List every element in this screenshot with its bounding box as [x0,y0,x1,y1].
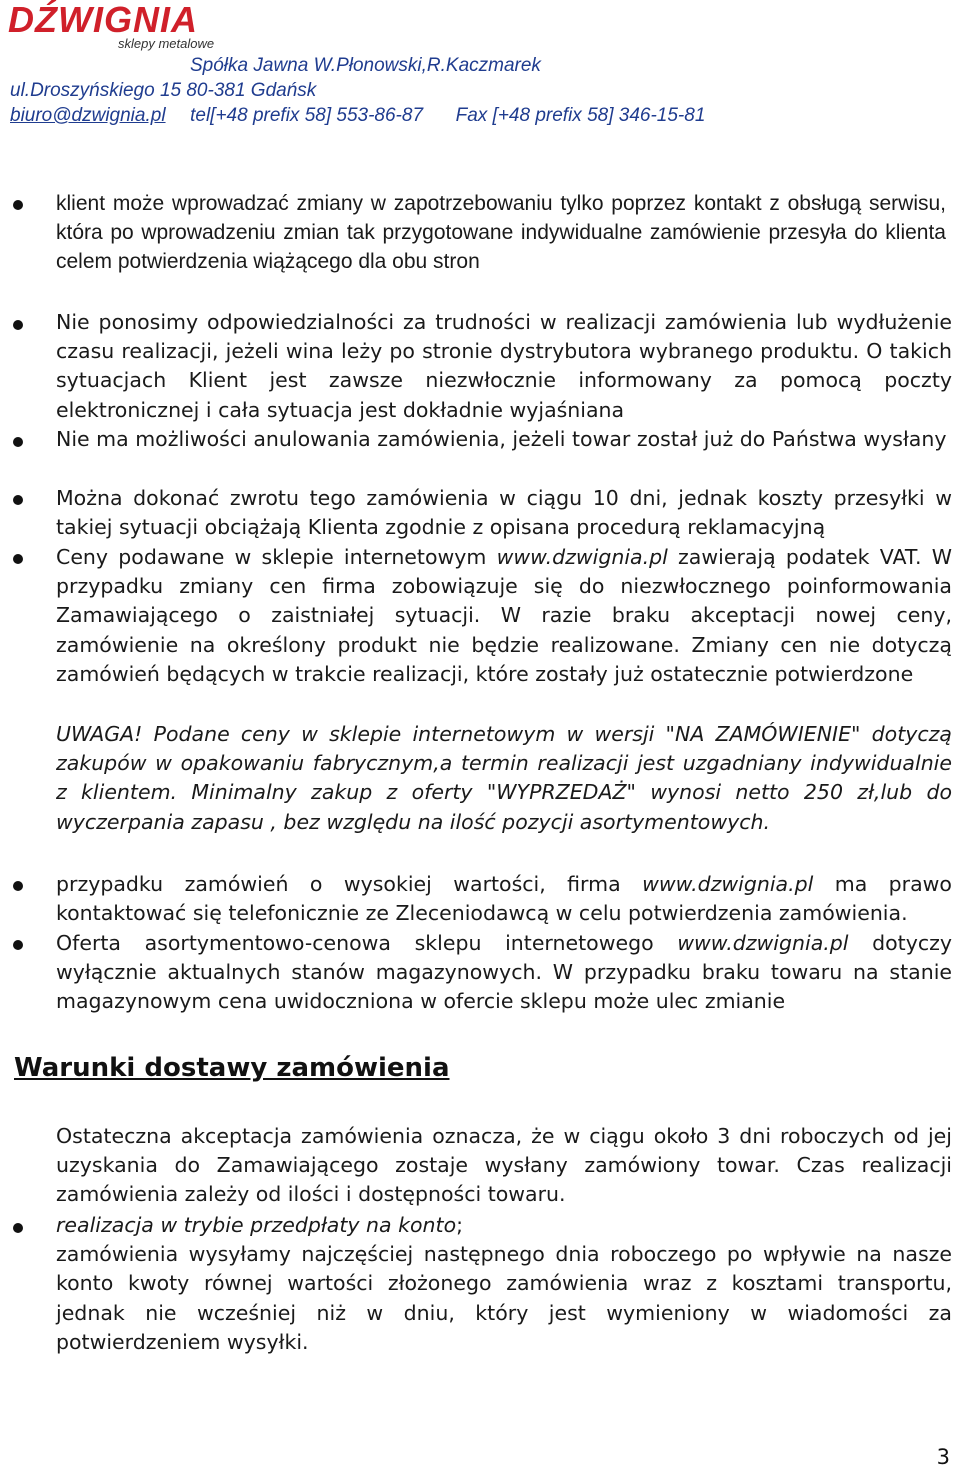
section-heading: Warunki dostawy zamówienia [14,1053,450,1083]
bullet-dot [13,437,23,447]
bullet-6-text [56,870,952,928]
prepay-semicolon: ; [456,1213,464,1237]
shop-link[interactable]: www.dzwignia.pl [496,545,668,569]
bullet-5-text [56,543,952,689]
bullet-5-post: zawierają podatek VAT. W przypadku zmiany cen firma zobowiązuje się do niezwłocznego poinformowania Zamawiającego o zaistniałej sytuacji. W razie braku akceptacji nowej ceny, zamówienie na określony produkt nie będzie realizowane. Zmiany cen nie dotyczą zamówień będących w trakcie realizacji, które zostały już ostatecznie potwierdzone [56,545,952,686]
page-number: 3 [936,1445,950,1469]
bullet-2-text: Nie ponosimy odpowiedzialności za trudności w realizacji zamówienia lub wydłużenie czasu realizacji, jeżeli wina leży po stronie dystrybutora wybranego produktu. O takich sytuacjach Klient jest zawsze niezwłocznie informowany za pomocą poczty elektronicznej i cała sytuacja jest dokładnie wyjaśniana [56,310,952,422]
bullet-6-post: ma prawo kontaktować się telefonicznie ze Zleceniodawcą w celu potwierdzenia zamówienia. [56,872,952,926]
bullet-3-text: Nie ma możliwości anulowania zamówienia, jeżeli towar został już do Państwa wysłany [56,427,947,451]
bullet-dot [13,200,23,210]
prepay-text: zamówienia wysyłamy najczęściej następnego dnia roboczego po wpływie na nasze konto kwoty równej wartości złożonego zamówienia wraz z kosztami transportu, jednak nie wcześniej niż w dniu, który jest wymieniony w wiadomości za potwierdzeniem wysyłki. [56,1242,952,1354]
delivery-intro: Ostateczna akceptacja zamówienia oznacza, że w ciągu około 3 dni roboczych od jej uzyskania do Zamawiającego zostaje wysłany zamówiony towar. Czas realizacji zamówienia zależy od ilości i dostępności towaru. [56,1124,952,1207]
bullet-7-pre: Oferta asortymentowo-cenowa sklepu internetowego [56,931,678,955]
bullet-dot [13,320,23,330]
logo-subtitle: sklepy metalowe [118,36,215,51]
company-name: Spółka Jawna W.Płonowski,R.Kaczmarek [190,55,541,76]
bullet-7-text [56,929,952,1017]
company-address: ul.Droszyńskiego 15 80-381 Gdańsk [10,80,317,101]
shop-link[interactable]: www.dzwignia.pl [677,931,849,955]
bullet-6-pre: przypadku zamówień o wysokiej wartości, firma [56,872,643,896]
email-link[interactable]: biuro@dzwignia.pl [10,105,166,126]
bullet-1-text: klient może wprowadzać zmiany w zapotrzebowaniu tylko poprzez kontakt z obsługą serwisu, która po wprowadzeniu zmian tak przygotowane indywidualne zamówienie przesyła do klienta celem potwierdzenia wiążącego dla obu stron [56,192,946,274]
company-logo [8,2,238,54]
shop-link[interactable]: www.dzwignia.pl [642,872,814,896]
bullet-dot [13,1223,23,1233]
contact-line [10,105,705,127]
bullet-5-pre: Ceny podawane w sklepie internetowym [56,545,497,569]
bullet-dot [13,554,23,564]
bullet-4-text: Można dokonać zwrotu tego zamówienia w ciągu 10 dni, jednak koszty przesyłki w takiej sytuacji obciążają Klienta zgodnie z opisana procedurą reklamacyjną [56,486,952,540]
logo-text: DŹWIGNIA [8,0,198,40]
phone-text: tel[+48 prefix 58] 553-86-87 [190,105,424,126]
uwaga-note: UWAGA! Podane ceny w sklepie internetowym w wersji "NA ZAMÓWIENIE" dotyczą zakupów w opakowaniu fabrycznym,a termin realizacji jest uzgadniany indywidualnie z klientem. Minimalny zakup z oferty "WYPRZEDAŻ" wynosi netto 250 zł,lub do wyczerpania zapasu , bez względu na ilość pozycji asortymentowych. [56,722,952,834]
prepay-block [56,1211,952,1357]
bullet-dot [13,940,23,950]
bullet-dot [13,495,23,505]
prepay-title: realizacja w trybie przedpłaty na konto [56,1213,457,1237]
fax-text: Fax [+48 prefix 58] 346-15-81 [455,105,706,126]
bullet-7-post: dotyczy wyłącznie aktualnych stanów magazynowych. W przypadku braku towaru na stanie magazynowym cena uwidoczniona w ofercie sklepu może ulec zmianie [56,931,952,1014]
bullet-dot [13,881,23,891]
